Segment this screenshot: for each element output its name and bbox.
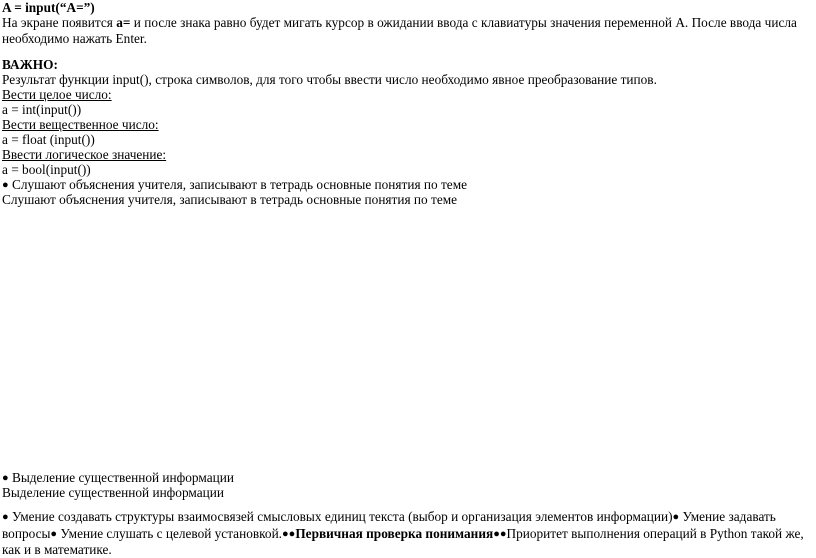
important-heading: ВАЖНО: [2, 57, 58, 72]
bool-label: Ввести логическое значение: [2, 147, 167, 162]
code-title: A = input(“A=”) [2, 0, 95, 15]
bullet-icon: ● [672, 511, 680, 523]
bullet-icon: ● [282, 527, 289, 540]
bullet-icon: ● [288, 527, 296, 540]
bullet-icon: ● [2, 472, 9, 484]
bullet-icon: ● [499, 527, 507, 540]
skills-paragraph [2, 509, 808, 558]
intro-paragraph [2, 15, 808, 46]
activity-bullet-text: Слушают объяснения учителя, записывают в тетрадь основные понятия по теме [11, 177, 468, 192]
skill-listening: Умение слушать с целевой установкой. [60, 525, 283, 541]
skill-structures: Умение создавать структуры взаимосвязей смысловых единиц текста (выбор и организация элементов информации) [11, 509, 673, 524]
skill-priority: Приоритет выполнения операций в Python такой же, как и в математике. [2, 525, 804, 557]
intro-text-start: На экране появится [2, 15, 117, 30]
intro-text-end: и после знака равно будет мигать курсор в ожидании ввода с клавиатуры значения переменной А. После ввода числа необходимо нажать Enter. [2, 15, 797, 46]
skill-first-check: Первичная проверка понимания [295, 525, 494, 541]
float-label: Вести вещественное число: [2, 117, 159, 132]
bullet-icon: ● [2, 511, 9, 523]
int-code: a = int(input()) [2, 102, 82, 117]
bullet-icon: ● [493, 527, 500, 540]
float-code: a = float (input()) [2, 132, 95, 147]
activity-text: Слушают объяснения учителя, записывают в тетрадь основные понятия по теме [2, 192, 458, 207]
skill-questions: Умение задавать вопросы [2, 509, 776, 541]
selection-bullet-text: Выделение существенной информации [11, 470, 234, 485]
important-note: Результат функции input(), строка символов, для того чтобы ввести число необходимо явное преобразование типов. [2, 72, 657, 87]
selection-text: Выделение существенной информации [2, 485, 224, 500]
intro-prompt-bold: а= [116, 15, 131, 30]
int-label: Вести целое число: [2, 87, 112, 102]
bullet-icon: ● [50, 527, 58, 540]
bullet-icon: ● [2, 179, 9, 191]
bool-code: a = bool(input()) [2, 162, 91, 177]
